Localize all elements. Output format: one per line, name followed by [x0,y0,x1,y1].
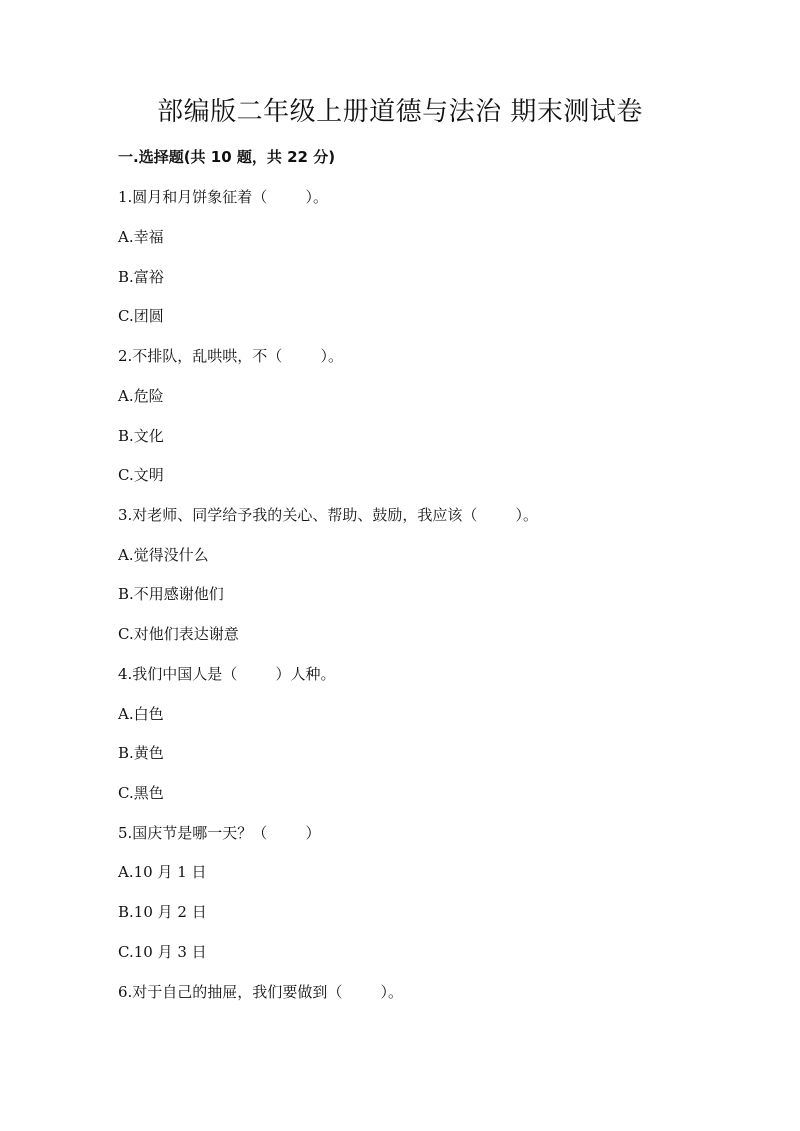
answer-option: B.10 月 2 日 [118,903,207,921]
question-stem: 2.不排队，乱哄哄，不（ ）。 [118,347,343,365]
question-stem: 3.对老师、同学给予我的关心、帮助、鼓励，我应该（ ）。 [118,506,538,524]
answer-option: C.10 月 3 日 [118,943,207,961]
answer-option: C.团圆 [118,307,164,325]
question-stem: 6.对于自己的抽屉，我们要做到（ ）。 [118,983,403,1001]
section-heading: 一.选择题(共 10 题，共 22 分) [118,148,336,166]
answer-option: B.不用感谢他们 [118,585,224,603]
question-stem: 5.国庆节是哪一天？（ ） [118,824,321,842]
answer-option: A.幸福 [118,228,164,246]
question-stem: 4.我们中国人是（ ）人种。 [118,665,336,683]
page-title: 部编版二年级上册道德与法治 期末测试卷 [157,97,643,127]
answer-option: C.文明 [118,466,164,484]
answer-option: C.对他们表达谢意 [118,625,239,643]
answer-option: C.黑色 [118,784,164,802]
answer-option: A.10 月 1 日 [118,863,207,881]
answer-option: B.黄色 [118,744,164,762]
answer-option: A.白色 [118,705,164,723]
answer-option: A.危险 [118,387,164,405]
answer-option: B.富裕 [118,268,164,286]
answer-option: A.觉得没什么 [118,546,209,564]
question-stem: 1.圆月和月饼象征着（ ）。 [118,188,328,206]
answer-option: B.文化 [118,427,164,445]
